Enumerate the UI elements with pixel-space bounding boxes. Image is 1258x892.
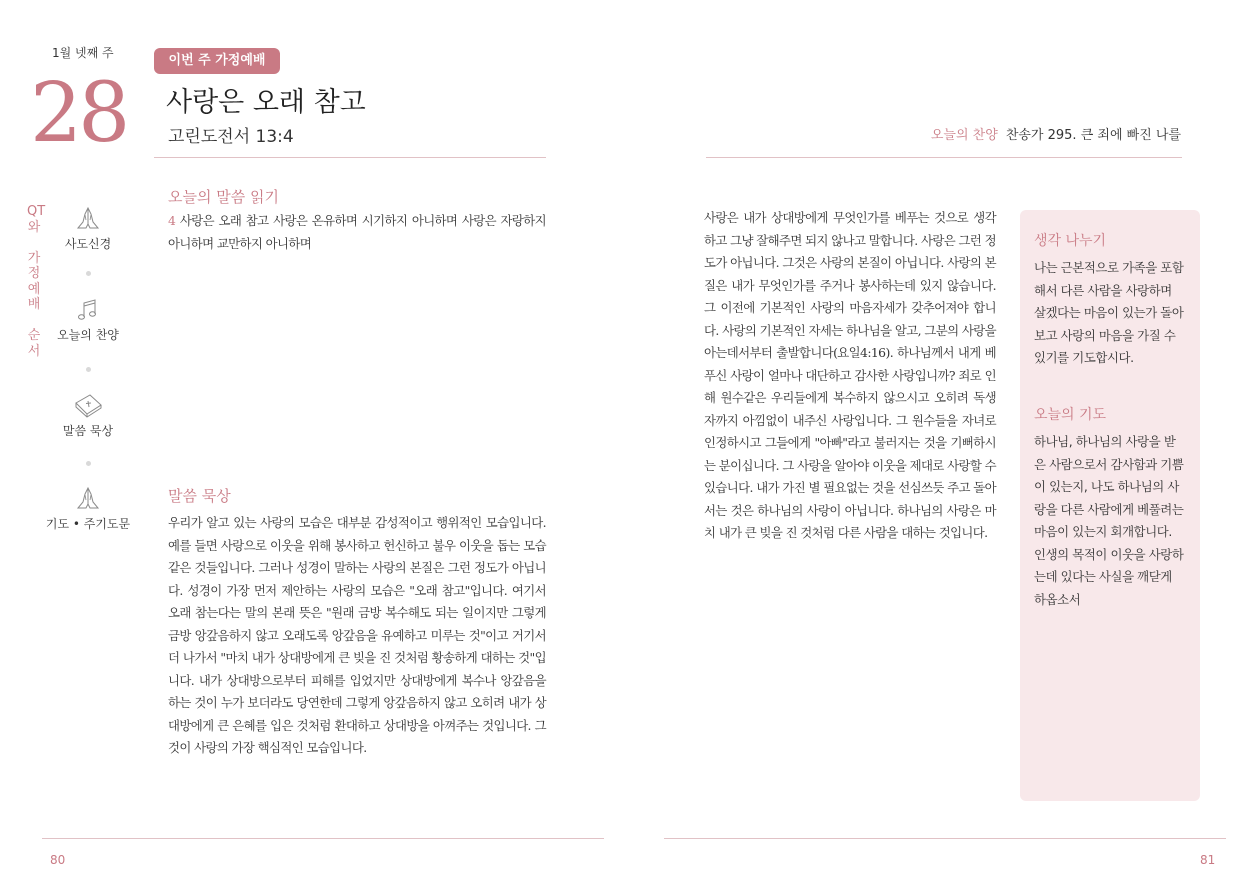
praying-hands-icon xyxy=(74,484,102,512)
share-heading: 생각 나누기 xyxy=(1034,233,1107,249)
verse-number: 4 xyxy=(168,213,176,228)
reading-heading: 오늘의 말씀 읽기 xyxy=(168,188,279,206)
footer-divider xyxy=(664,838,1226,839)
verse-text: 사랑은 오래 참고 사랑은 온유하며 시기하지 아니하며 사랑은 자랑하지 아니하며 교만하지 아니하며 xyxy=(168,213,546,251)
scripture-reference: 고린도전서 13:4 xyxy=(168,127,294,147)
divider xyxy=(706,157,1182,158)
week-label: 1월 넷째 주 xyxy=(52,46,114,60)
step-separator-dot xyxy=(86,461,91,466)
hymn-label: 오늘의 찬양 xyxy=(930,128,998,143)
hymn-text: 찬송가 295. 큰 죄에 빠진 나를 xyxy=(1005,128,1181,143)
footer-divider xyxy=(42,838,604,839)
step-separator-dot xyxy=(86,271,91,276)
page-number-left: 80 xyxy=(50,853,66,867)
music-note-icon xyxy=(75,297,101,323)
prayer-body: 하나님, 하나님의 사랑을 받은 사람으로서 감사함과 기쁨이 있는지, 나도 하나님의 사랑을 다른 사람에게 베풀려는 마음이 있는지 회개합니다. 인생의 목적이 이웃을 사랑하는데 있다는 사실을 깨닫게 하옵소서 xyxy=(1034,434,1184,607)
family-worship-badge: 이번 주 가정예배 xyxy=(154,48,280,74)
meditation-heading: 말씀 묵상 xyxy=(168,487,231,505)
step-apostles-creed xyxy=(43,204,133,252)
praying-hands-icon xyxy=(74,204,102,232)
step-label: 기도 • 주기도문 xyxy=(45,517,131,531)
page-number-right: 81 xyxy=(1200,853,1216,867)
step-label: 사도신경 xyxy=(64,237,112,251)
meditation-continued: 사랑은 내가 상대방에게 무엇인가를 베푸는 것으로 생각하고 그냥 잘해주면 되지 않나고 말합니다. 사랑은 그런 정도가 아닙니다. 그것은 사랑의 본질이 아닙니다. 사랑의 본질은 내가 무엇인가를 주거나 봉사하는데 있지 않습니다. 그 이전에 기본적인 사랑의 마음자세가 갖추어져야 합니다. 사랑의 기본적인 자세는 하나님을 알고, 그분의 사랑을 아는데서부터 출발합니다(요일4:16). 하나님께서 내게 베푸신 사랑이 얼마나 대단하고 감사한 사랑입니까? 죄로 인해 원수같은 우리들에게 복수하지 않으시고 오히려 독생자까지 아낌없이 내주신 사랑입니다. 그 원수들을 자녀로 인정하시고 그들에게 "아빠"라고 불러지는 것을 기뻐하시는 분이십니다. 그 사랑을 알아야 이웃을 제대로 사랑할 수 있습니다. 내가 가진 별 필요없는 것을 선심쓰듯 주고 돌아서는 것은 하나님의 사랑이 아닙니다. 하나님의 사랑은 마치 내가 큰 빚을 진 것처럼 다른 사람을 대하는 것입니다. xyxy=(704,210,996,540)
step-label: 말씀 묵상 xyxy=(62,424,114,438)
prayer-heading: 오늘의 기도 xyxy=(1034,407,1107,423)
meditation-body: 우리가 알고 있는 사랑의 모습은 대부분 감성적이고 행위적인 모습입니다. 예를 들면 사랑으로 이웃을 위해 봉사하고 헌신하고 불우 이웃을 돕는 모습 같은 것들입니다. 그러나 성경이 말하는 사랑의 본질은 그런 정도가 아닙니다. 성경이 가장 먼저 제안하는 사랑의 모습은 "오래 참고"입니다. 여기서 오래 참는다는 말의 본래 뜻은 "원래 금방 복수해도 되는 일이지만 그렇게 금방 앙갚음하지 않고 오래도록 앙갚음을 유예하고 미루는 것"이고 거기서 더 나가서 "마치 내가 상대방에게 큰 빚을 진 것처럼 황송하게 대하는 것"입니다. 내가 상대방으로부터 피해를 입었지만 상대방에게 복수나 앙갚음을 하는 것이 누가 보더라도 당연한데 그렇게 앙갚음하지 않고 오히려 내가 상대방에게 큰 은혜를 입은 것처럼 환대하고 상대방을 아껴주는 것입니다. 그것이 사랑의 가장 핵심적인 모습입니다. xyxy=(168,515,546,755)
step-separator-dot xyxy=(86,367,91,372)
step-label: 오늘의 찬양 xyxy=(57,328,119,342)
step-word-meditation xyxy=(43,391,133,439)
step-lords-prayer xyxy=(43,484,133,532)
order-vertical-label: QT 와 가 정 예 배 순 서 xyxy=(27,204,46,359)
page-title: 사랑은 오래 참고 xyxy=(166,87,366,118)
reading-verse xyxy=(168,210,546,255)
bible-icon xyxy=(72,391,104,419)
step-todays-hymn xyxy=(43,297,133,343)
day-number: 28 xyxy=(30,66,127,161)
todays-hymn xyxy=(931,124,1181,143)
share-body: 나는 근본적으로 가족을 포함해서 다른 사람을 사랑하며 살겠다는 마음이 있는가 돌아보고 사랑의 마음을 가질 수 있기를 기도합시다. xyxy=(1034,260,1184,365)
divider xyxy=(154,157,546,158)
